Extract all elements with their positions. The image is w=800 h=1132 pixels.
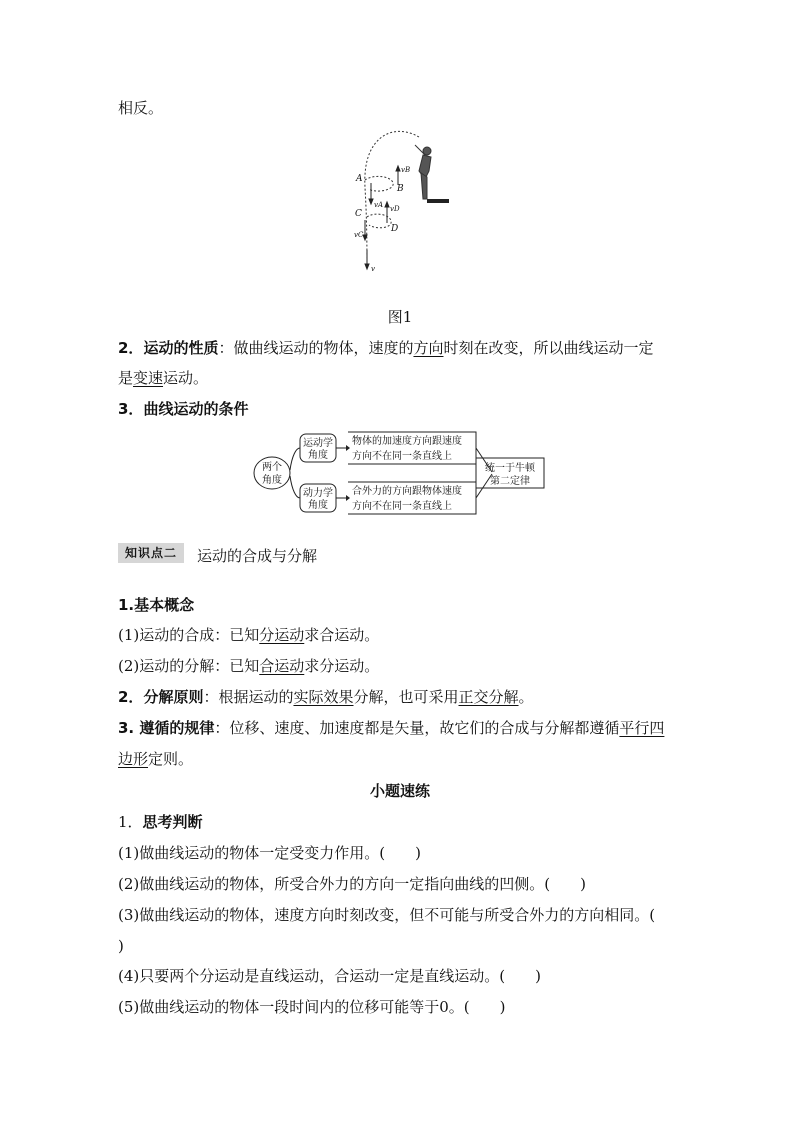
underlined-answer: 正交分解 [458,688,519,706]
judgment-item-2: (2)做曲线运动的物体，所受合外力的方向一定指向曲线的凹侧。( ) [118,875,586,893]
label-v: v [371,265,375,273]
bold-term: 分解原则 [143,688,204,706]
judgment-item-4: (4)只要两个分运动是直线运动，合运动一定是直线运动。( ) [118,967,541,985]
label-d: D [391,224,399,234]
arrowhead [346,445,350,451]
knowledge-point-badge: 知识点二 [118,543,184,563]
section-title: 运动的合成与分解 [197,547,318,565]
paragraph-2-line-1 [118,338,654,358]
underlined-answer: 变速 [133,369,164,387]
center-label-2: 角度 [262,475,282,486]
bottom-box-label-1: 动力学 [303,488,333,499]
underlined-answer: 实际效果 [293,688,354,706]
figure-caption: 图1 [387,308,413,326]
top-text-1: 物体的加速度方向跟速度 [352,436,462,447]
center-label-1: 两个 [262,462,282,473]
loop-ab [365,176,393,191]
bold-term: 曲线运动的条件 [143,400,249,418]
text: ：位移、速度、加速度都是矢量，故它们的合成与分解都遵循 [214,719,620,737]
text: 定则。 [148,750,194,768]
judgment-item-1: (1)做曲线运动的物体一定受变力作用。( ) [118,844,421,862]
underlined-answer: 分运动 [259,626,305,644]
text: ：根据运动的 [203,688,294,706]
num: 2． [118,688,144,706]
diver-illustration [415,145,431,199]
underlined-answer: 合运动 [259,657,305,675]
label-va: vA [374,201,384,209]
num: 3. [118,719,140,737]
judgment-item-5: (5)做曲线运动的物体一段时间内的位移可能等于0。( ) [118,998,506,1016]
label-c: C [355,209,362,219]
paragraph-3-heading [118,399,248,419]
text-line: 相反。 [118,99,164,117]
basic-concept-2 [118,656,379,676]
bold-term: 运动的性质 [143,339,219,357]
arrowhead [346,495,350,501]
basic-concepts-heading: 1.基本概念 [118,596,195,614]
num: 3． [118,400,144,418]
text: 。 [518,688,534,706]
right-box-label-1: 统一于牛顿 [485,463,535,474]
paragraph-2-line-2 [118,368,208,388]
bottom-box-label-2: 角度 [308,500,328,511]
basic-concept-1 [118,625,379,645]
practice-title: 小题速练 [369,782,430,800]
bottom-text-2: 方向不在同一条直线上 [352,501,452,512]
text: 求分运动。 [304,657,380,675]
underlined-answer: 边形 [118,750,149,768]
text: ：做曲线运动的物体，速度的 [218,339,414,357]
bold-term: 思考判断 [142,813,203,831]
text: 运动。 [163,369,209,387]
label-vd: vD [390,205,400,213]
principle-line [118,687,534,707]
loop-cd [367,214,391,228]
judgment-item-3: (3)做曲线运动的物体，速度方向时刻改变，但不可能与所受合外力的方向相同。( [118,906,656,924]
judgment-item-3-cont: ) [118,937,124,955]
text: 时刻在改变，所以曲线运动一定 [443,339,654,357]
text: (1)运动的合成：已知 [118,626,260,644]
rule-line-2 [118,749,193,769]
practice-heading [118,812,203,832]
num: 1． [118,813,143,831]
text: (2)运动的分解：已知 [118,657,260,675]
label-vb: vB [401,166,411,174]
num: 2． [118,339,144,357]
rule-line-1 [118,718,664,738]
label-b: B [397,184,404,194]
text: 求合运动。 [304,626,380,644]
curve-motion-condition-diagram [252,428,560,518]
diver-trajectory-figure [345,125,455,275]
bold-term: 遵循的规律 [139,719,215,737]
top-box-label-2: 角度 [308,450,328,461]
underlined-answer: 平行四 [619,719,665,737]
top-text-2: 方向不在同一条直线上 [352,451,452,462]
text: 是 [118,369,134,387]
text: 分解，也可采用 [353,688,459,706]
right-box-label-2: 第二定律 [490,476,530,487]
label-a: A [356,174,363,184]
label-vc: vC [354,231,364,239]
top-box-label-1: 运动学 [303,438,333,449]
connector-bottom [290,476,300,498]
bottom-text-1: 合外力的方向跟物体速度 [352,486,462,497]
connector-top [290,448,300,470]
underlined-answer: 方向 [413,339,444,357]
diving-board [427,199,449,203]
